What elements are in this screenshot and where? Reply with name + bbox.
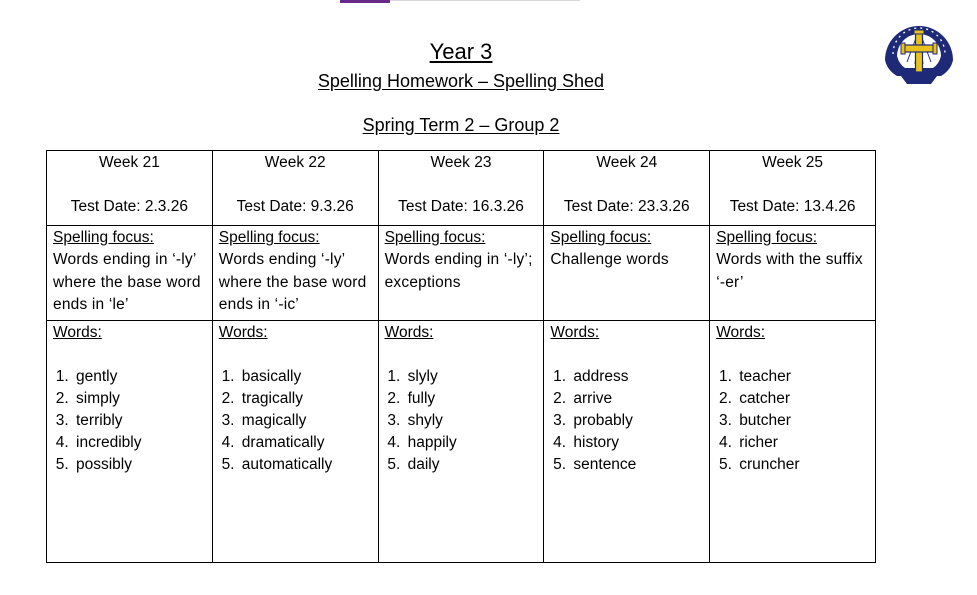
focus-cell <box>212 226 378 321</box>
focus-label: Spelling focus: <box>384 229 486 246</box>
list-item: 1. gently <box>73 366 206 388</box>
words-cell <box>378 321 544 563</box>
test-date: Test Date: 2.3.26 <box>70 198 188 215</box>
week-label: Week 25 <box>762 154 824 171</box>
focus-cell <box>378 226 544 321</box>
list-item: 1. teacher <box>736 366 869 388</box>
list-item: 3. magically <box>239 410 372 432</box>
focus-cell <box>710 226 876 321</box>
term-heading: Spring Term 2 – Group 2 <box>362 115 560 135</box>
list-item: 5. daily <box>405 454 538 476</box>
word-list <box>385 366 538 476</box>
list-item: 1. basically <box>239 366 372 388</box>
list-item: 5. possibly <box>73 454 206 476</box>
list-item: 3. terribly <box>73 410 206 432</box>
top-accent-bar <box>340 0 390 3</box>
list-item: 5. cruncher <box>736 454 869 476</box>
list-item: 4. richer <box>736 432 869 454</box>
week-label: Week 21 <box>98 154 160 171</box>
words-cell <box>544 321 710 563</box>
words-cell <box>710 321 876 563</box>
week-header-cell <box>378 151 544 226</box>
week-label: Week 22 <box>264 154 326 171</box>
focus-cell <box>47 226 213 321</box>
word-list <box>550 366 703 476</box>
list-item: 4. dramatically <box>239 432 372 454</box>
list-item: 3. probably <box>570 410 703 432</box>
focus-label: Spelling focus: <box>716 229 817 246</box>
focus-row <box>47 226 876 321</box>
focus-text: Words ending in ‘-ly’; exceptions <box>384 251 533 291</box>
word-list <box>716 366 869 476</box>
spelling-table <box>46 150 876 563</box>
list-item: 1. slyly <box>405 366 538 388</box>
page-title: Year 3 <box>429 39 493 64</box>
week-header-cell <box>47 151 213 226</box>
list-item: 1. address <box>570 366 703 388</box>
focus-text: Words ending ‘-ly’ where the base word ends in ‘-ic’ <box>218 251 367 313</box>
focus-label: Spelling focus: <box>218 229 320 246</box>
list-item: 4. history <box>570 432 703 454</box>
words-cell <box>212 321 378 563</box>
words-cell <box>47 321 213 563</box>
week-label: Week 23 <box>430 154 492 171</box>
week-header-cell <box>544 151 710 226</box>
top-rule <box>390 0 580 1</box>
list-item: 4. happily <box>405 432 538 454</box>
words-label: Words: <box>218 324 268 341</box>
list-item: 2. catcher <box>736 388 869 410</box>
test-date: Test Date: 23.3.26 <box>563 198 690 215</box>
words-label: Words: <box>550 324 600 341</box>
words-row <box>47 321 876 563</box>
test-date: Test Date: 16.3.26 <box>398 198 524 215</box>
list-item: 2. tragically <box>239 388 372 410</box>
week-label: Week 24 <box>596 154 658 171</box>
list-item: 5. sentence <box>570 454 703 476</box>
focus-label: Spelling focus: <box>550 229 652 246</box>
list-item: 2. fully <box>405 388 538 410</box>
week-header-cell <box>710 151 876 226</box>
words-label: Words: <box>384 324 434 341</box>
focus-text: Challenge words <box>550 251 669 268</box>
week-header-cell <box>212 151 378 226</box>
list-item: 2. arrive <box>570 388 703 410</box>
page-subtitle: Spelling Homework – Spelling Shed <box>317 71 605 91</box>
word-list <box>219 366 372 476</box>
words-label: Words: <box>716 324 765 341</box>
list-item: 5. automatically <box>239 454 372 476</box>
focus-cell <box>544 226 710 321</box>
words-label: Words: <box>53 324 102 341</box>
word-list <box>53 366 206 476</box>
list-item: 4. incredibly <box>73 432 206 454</box>
header-row <box>47 151 876 226</box>
list-item: 3. shyly <box>405 410 538 432</box>
test-date: Test Date: 9.3.26 <box>236 198 354 215</box>
list-item: 2. simply <box>73 388 206 410</box>
focus-text: Words ending in ‘-ly’ where the base word ends in ‘le’ <box>53 251 201 313</box>
focus-label: Spelling focus: <box>53 229 154 246</box>
test-date: Test Date: 13.4.26 <box>729 198 856 215</box>
list-item: 3. butcher <box>736 410 869 432</box>
focus-text: Words with the suffix ‘-er’ <box>716 251 863 291</box>
